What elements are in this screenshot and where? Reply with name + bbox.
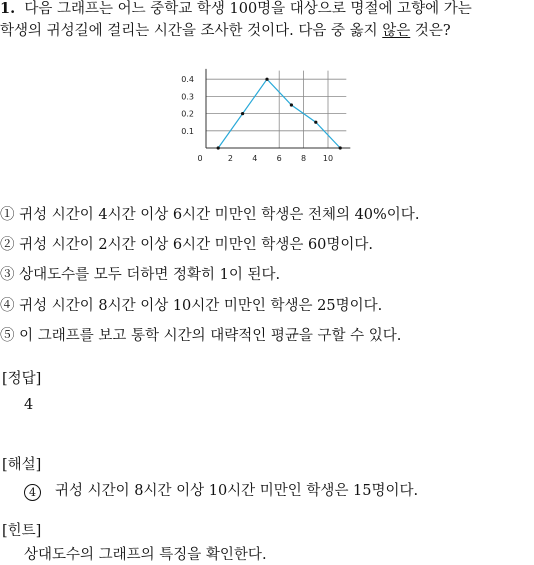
- question-text-2-end: 것은?: [410, 23, 451, 39]
- chart-data-point: [241, 112, 244, 115]
- chart-data-point: [290, 103, 293, 106]
- explanation-label: [해설]: [2, 457, 42, 473]
- chart-data-point: [265, 78, 268, 81]
- chart-x-tick-label: 0: [197, 154, 203, 163]
- chart-x-tick-label: 2: [227, 154, 233, 163]
- question-text-1: 다음 그래프는 어느 중학교 학생 100명을 대상으로 명절에 고향에 가는: [24, 1, 472, 17]
- question-line-1: [0, 0, 472, 18]
- explanation-body: [24, 482, 418, 501]
- option-3[interactable]: ③ 상대도수를 모두 더하면 정확히 1이 된다.: [0, 267, 281, 283]
- chart-y-tick-label: 0.4: [181, 75, 194, 85]
- option-1[interactable]: ① 귀성 시간이 4시간 이상 6시간 미만인 학생은 전체의 40%이다.: [0, 207, 420, 223]
- hint-label: [힌트]: [2, 523, 42, 539]
- question-underlined-word: 않은: [382, 23, 411, 39]
- chart-svg: [176, 58, 376, 170]
- question-number: 1.: [0, 0, 16, 17]
- answer-label: [정답]: [2, 371, 42, 387]
- question-text-2: 학생의 귀성길에 걸리는 시간을 조사한 것이다. 다음 중 옳지: [0, 23, 383, 39]
- chart-x-tick-label: 6: [276, 154, 282, 163]
- chart-y-tick-label: 0.3: [181, 92, 194, 102]
- chart-x-tick-label: 4: [252, 154, 258, 163]
- chart-y-tick-label: 0.2: [181, 109, 194, 119]
- option-5[interactable]: ⑤ 이 그래프를 보고 통학 시간의 대략적인 평균을 구할 수 있다.: [0, 328, 402, 344]
- chart-data-point: [217, 146, 220, 149]
- chart-x-tick-label: 8: [301, 154, 307, 163]
- explanation-marker: 4: [24, 484, 41, 501]
- chart-y-tick-label: 0.1: [181, 126, 194, 136]
- hint-text: 상대도수의 그래프의 특징을 확인한다.: [24, 547, 267, 563]
- frequency-polygon-chart: [176, 58, 376, 170]
- explanation-text: 귀성 시간이 8시간 이상 10시간 미만인 학생은 15명이다.: [55, 483, 419, 499]
- chart-data-point: [314, 121, 317, 124]
- option-4[interactable]: ④ 귀성 시간이 8시간 이상 10시간 미만인 학생은 25명이다.: [0, 298, 383, 314]
- chart-data-point: [339, 146, 342, 149]
- question-line-2: [0, 22, 451, 40]
- answer-value: 4: [24, 397, 34, 413]
- chart-x-tick-label: 10: [322, 154, 334, 163]
- option-2[interactable]: ② 귀성 시간이 2시간 이상 6시간 미만인 학생은 60명이다.: [0, 237, 374, 253]
